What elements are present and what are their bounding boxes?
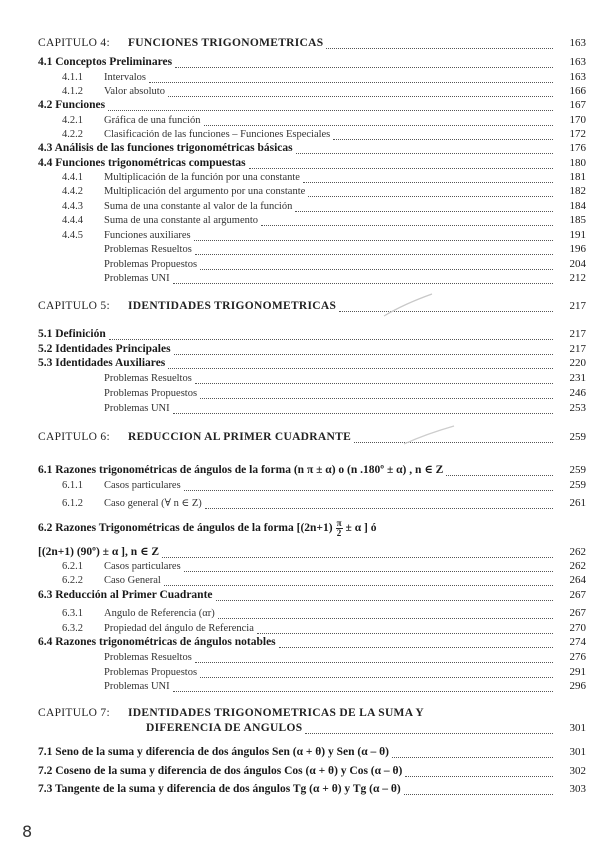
page-ref: 262 xyxy=(569,560,586,572)
chapter-4-entry xyxy=(38,37,586,52)
subsection-number: 4.4.1 xyxy=(62,172,83,183)
subsection-entry xyxy=(62,479,586,494)
section-entry xyxy=(38,357,586,372)
subsection-entry xyxy=(62,497,586,512)
leader-dots xyxy=(249,167,553,169)
section-entry xyxy=(38,56,586,71)
chapter-title-continued: DIFERENCIA DE ANGULOS xyxy=(146,722,303,734)
page-ref: 212 xyxy=(569,272,586,284)
section-label: 7.2 Coseno de la suma y diferencia de dos ángulos Cos (α + θ) y Cos (α – θ) xyxy=(38,765,403,777)
page-ref: 196 xyxy=(569,243,586,255)
problems-label: Problemas Resueltos xyxy=(104,652,192,663)
leader-dots xyxy=(216,599,553,601)
leader-dots xyxy=(303,181,553,183)
leader-dots xyxy=(184,570,553,572)
subsection-label: Casos particulares xyxy=(104,480,181,491)
leader-dots xyxy=(195,253,553,255)
leader-dots xyxy=(279,646,553,648)
page-ref: 185 xyxy=(569,214,586,226)
section-label-tail: ± α ] ó xyxy=(345,522,377,535)
chapter-5-entry xyxy=(38,300,586,315)
page-ref: 231 xyxy=(569,372,586,384)
subsection-number: 6.1.2 xyxy=(62,498,83,509)
subsection-entry xyxy=(62,85,586,100)
problems-entry xyxy=(104,243,586,258)
page-ref: 262 xyxy=(569,546,586,558)
subsection-number: 4.1.2 xyxy=(62,86,83,97)
section-label: 6.4 Razones trigonométricas de ángulos notables xyxy=(38,636,276,648)
page-ref: 267 xyxy=(569,607,586,619)
page-ref: 270 xyxy=(569,622,586,634)
leader-dots xyxy=(173,690,553,692)
problems-label: Problemas UNI xyxy=(104,273,170,284)
section-entry xyxy=(38,636,586,651)
problems-entry xyxy=(104,680,586,695)
subsection-entry xyxy=(62,214,586,229)
section-label: 7.3 Tangente de la suma y diferencia de dos ángulos Tg (α + θ) y Tg (α – θ) xyxy=(38,783,401,795)
page-ref: 274 xyxy=(569,636,586,648)
section-label: 5.1 Definición xyxy=(38,328,106,340)
page-ref: 182 xyxy=(569,185,586,197)
leader-dots xyxy=(218,617,553,619)
subsection-number: 4.2.2 xyxy=(62,129,83,140)
page-ref: 217 xyxy=(569,343,586,355)
page-ref: 180 xyxy=(569,157,586,169)
section-label: [(2n+1) (90º) ± α ], n ∈ Z xyxy=(38,546,160,558)
section-label: 4.2 Funciones xyxy=(38,99,106,111)
page-ref: 261 xyxy=(569,497,586,509)
subsection-label: Clasificación de las funciones – Funciones Especiales xyxy=(104,129,331,140)
pencil-mark xyxy=(380,290,440,320)
subsection-number: 4.4.2 xyxy=(62,186,83,197)
subsection-entry xyxy=(62,200,586,215)
subsection-entry xyxy=(62,607,586,622)
leader-dots xyxy=(392,756,553,758)
page-ref: 302 xyxy=(569,765,586,777)
section-label: 6.3 Reducción al Primer Cuadrante xyxy=(38,589,213,601)
leader-dots xyxy=(175,66,553,68)
page-ref: 246 xyxy=(569,387,586,399)
chapter-title: REDUCCION AL PRIMER CUADRANTE xyxy=(127,431,352,443)
problems-label: Problemas Propuestos xyxy=(104,259,198,270)
section-entry xyxy=(38,99,586,114)
section-entry xyxy=(38,546,586,561)
subsection-entry xyxy=(62,114,586,129)
page-ref: 259 xyxy=(569,431,586,443)
page-ref: 301 xyxy=(569,722,586,734)
leader-dots xyxy=(173,282,553,284)
leader-dots xyxy=(295,210,553,212)
chapter-label: CAPITULO 4: xyxy=(38,37,110,49)
leader-dots xyxy=(200,676,553,678)
subsection-label: Multiplicación del argumento por una constante xyxy=(104,186,306,197)
subsection-entry xyxy=(62,185,586,200)
page-ref: 204 xyxy=(569,258,586,270)
leader-dots xyxy=(184,489,553,491)
leader-dots xyxy=(174,353,553,355)
subsection-label: Gráfica de una función xyxy=(104,115,201,126)
subsection-label: Multiplicación de la función por una constante xyxy=(104,172,300,183)
page-ref: 259 xyxy=(569,464,586,476)
leader-dots xyxy=(257,632,553,634)
page-ref: 303 xyxy=(569,783,586,795)
leader-dots xyxy=(162,556,553,558)
subsection-number: 6.1.1 xyxy=(62,480,83,491)
leader-dots xyxy=(446,474,553,476)
leader-dots xyxy=(326,47,553,49)
chapter-6-entry xyxy=(38,431,586,446)
leader-dots xyxy=(200,268,553,270)
page-ref: 296 xyxy=(569,680,586,692)
chapter-title: IDENTIDADES TRIGONOMETRICAS DE LA SUMA Y xyxy=(127,707,425,719)
leader-dots xyxy=(164,584,553,586)
problems-entry xyxy=(104,387,586,402)
subsection-number: 4.2.1 xyxy=(62,115,83,126)
subsection-label: Angulo de Referencia (αr) xyxy=(104,608,215,619)
section-entry xyxy=(38,765,586,780)
chapter-7-entry xyxy=(38,707,586,722)
section-entry-formula xyxy=(38,519,586,539)
subsection-number: 4.4.3 xyxy=(62,201,83,212)
subsection-entry xyxy=(62,574,586,589)
problems-label: Problemas Resueltos xyxy=(104,373,192,384)
problems-label: Problemas Propuestos xyxy=(104,667,198,678)
section-entry xyxy=(38,142,586,157)
chapter-title: FUNCIONES TRIGONOMETRICAS xyxy=(127,37,324,49)
chapter-title: IDENTIDADES TRIGONOMETRICAS xyxy=(127,300,337,312)
page-number: 8 xyxy=(22,822,33,841)
leader-dots xyxy=(168,367,553,369)
problems-entry xyxy=(104,372,586,387)
section-entry xyxy=(38,589,586,604)
subsection-label: Propiedad del ángulo de Referencia xyxy=(104,623,254,634)
section-entry xyxy=(38,157,586,172)
leader-dots xyxy=(173,412,553,414)
section-entry xyxy=(38,746,586,761)
problems-entry xyxy=(104,666,586,681)
section-label: 4.3 Análisis de las funciones trigonométricas básicas xyxy=(38,142,293,154)
page-ref: 191 xyxy=(569,229,586,241)
subsection-number: 6.2.2 xyxy=(62,575,83,586)
leader-dots xyxy=(404,793,553,795)
subsection-label: Suma de una constante al valor de la función xyxy=(104,201,293,212)
leader-dots xyxy=(194,239,553,241)
problems-label: Problemas UNI xyxy=(104,403,170,414)
page-ref: 170 xyxy=(569,114,586,126)
page-ref: 172 xyxy=(569,128,586,140)
page-ref: 217 xyxy=(569,300,586,312)
subsection-entry xyxy=(62,229,586,244)
subsection-label: Intervalos xyxy=(104,72,146,83)
section-label: 6.2 Razones Trigonométricas de ángulos de la forma [(2n+1) xyxy=(38,522,333,535)
page-ref: 276 xyxy=(569,651,586,663)
chapter-7-entry-continued xyxy=(146,722,586,737)
section-label: 6.1 Razones trigonométricas de ángulos de la forma (n π ± α) o (n .180º ± α) , n ∈ Z xyxy=(38,464,444,476)
subsection-label: Valor absoluto xyxy=(104,86,165,97)
section-label: 7.1 Seno de la suma y diferencia de dos ángulos Sen (α + θ) y Sen (α – θ) xyxy=(38,746,389,758)
leader-dots xyxy=(168,95,553,97)
section-entry xyxy=(38,343,586,358)
page-ref: 163 xyxy=(569,37,586,49)
section-label: 4.4 Funciones trigonométricas compuestas xyxy=(38,157,246,169)
problems-entry xyxy=(104,402,586,417)
fraction-numerator: π xyxy=(336,518,342,528)
problems-entry xyxy=(104,258,586,273)
leader-dots xyxy=(205,507,553,509)
subsection-label: Caso General xyxy=(104,575,161,586)
page-ref: 301 xyxy=(569,746,586,758)
leader-dots xyxy=(200,397,553,399)
leader-dots xyxy=(195,382,553,384)
leader-dots xyxy=(339,310,553,312)
chapter-label: CAPITULO 7: xyxy=(38,707,110,719)
fraction-denominator: 2 xyxy=(336,528,342,538)
subsection-number: 6.3.2 xyxy=(62,623,83,634)
subsection-label: Funciones auxiliares xyxy=(104,230,191,241)
subsection-entry xyxy=(62,622,586,637)
subsection-label: Suma de una constante al argumento xyxy=(104,215,259,226)
problems-entry xyxy=(104,651,586,666)
subsection-entry xyxy=(62,71,586,86)
subsection-number: 4.4.5 xyxy=(62,230,83,241)
problems-label: Problemas UNI xyxy=(104,681,170,692)
leader-dots xyxy=(204,124,554,126)
problems-label: Problemas Resueltos xyxy=(104,244,192,255)
page-ref: 217 xyxy=(569,328,586,340)
page-ref: 267 xyxy=(569,589,586,601)
subsection-number: 4.4.4 xyxy=(62,215,83,226)
page-ref: 166 xyxy=(569,85,586,97)
pencil-mark xyxy=(400,420,460,450)
page-ref: 163 xyxy=(569,71,586,83)
problems-label: Problemas Propuestos xyxy=(104,388,198,399)
subsection-entry xyxy=(62,128,586,143)
problems-entry xyxy=(104,272,586,287)
leader-dots xyxy=(405,775,553,777)
page-ref: 181 xyxy=(569,171,586,183)
page-ref: 163 xyxy=(569,56,586,68)
leader-dots xyxy=(261,224,553,226)
page-ref: 259 xyxy=(569,479,586,491)
subsection-number: 6.2.1 xyxy=(62,561,83,572)
leader-dots xyxy=(149,81,553,83)
leader-dots xyxy=(195,661,553,663)
page-ref: 220 xyxy=(569,357,586,369)
subsection-label: Casos particulares xyxy=(104,561,181,572)
leader-dots xyxy=(305,732,553,734)
chapter-label: CAPITULO 5: xyxy=(38,300,110,312)
page-ref: 167 xyxy=(569,99,586,111)
page-ref: 253 xyxy=(569,402,586,414)
section-entry xyxy=(38,783,586,798)
section-label: 4.1 Conceptos Preliminares xyxy=(38,56,173,68)
section-label: 5.3 Identidades Auxiliares xyxy=(38,357,166,369)
subsection-number: 6.3.1 xyxy=(62,608,83,619)
section-entry xyxy=(38,328,586,343)
section-entry xyxy=(38,464,586,479)
page-ref: 184 xyxy=(569,200,586,212)
leader-dots xyxy=(108,109,553,111)
leader-dots xyxy=(308,195,553,197)
page-ref: 264 xyxy=(569,574,586,586)
fraction xyxy=(336,519,343,538)
section-label: 5.2 Identidades Principales xyxy=(38,343,171,355)
subsection-number: 4.1.1 xyxy=(62,72,83,83)
leader-dots xyxy=(296,152,553,154)
subsection-entry xyxy=(62,171,586,186)
leader-dots xyxy=(333,138,553,140)
subsection-entry xyxy=(62,560,586,575)
subsection-label: Caso general (∀ n ∈ Z) xyxy=(104,498,202,509)
page-ref: 176 xyxy=(569,142,586,154)
page-ref: 291 xyxy=(569,666,586,678)
leader-dots xyxy=(109,338,553,340)
chapter-label: CAPITULO 6: xyxy=(38,431,110,443)
